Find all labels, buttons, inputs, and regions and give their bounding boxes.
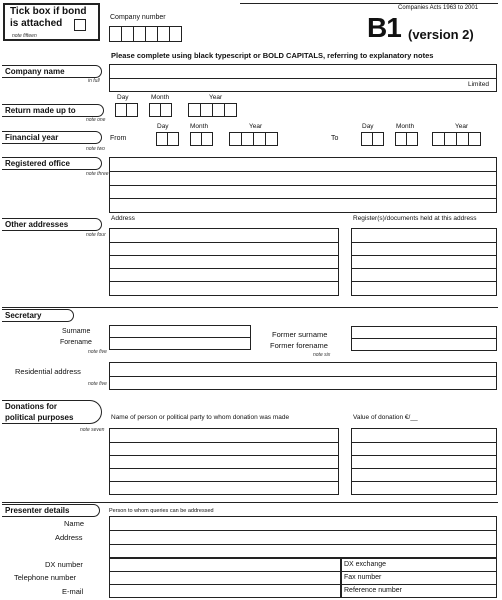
return-day-field[interactable] <box>115 103 138 117</box>
fy-from-year-field[interactable] <box>229 132 278 146</box>
form-code: B1 <box>367 12 401 43</box>
other-addresses-note: note four <box>86 232 106 238</box>
donation-value-field[interactable] <box>351 428 497 495</box>
company-name-field[interactable] <box>109 64 497 92</box>
registered-office-note: note three <box>86 171 109 177</box>
limited-text: Limited <box>468 81 489 88</box>
residential-note: note five <box>88 381 107 387</box>
secretary-rule <box>2 307 498 308</box>
forename-label: Forename <box>60 339 92 346</box>
company-number-field[interactable] <box>109 26 182 42</box>
return-month-field[interactable] <box>149 103 172 117</box>
return-day-label: Day <box>117 94 129 101</box>
fy-to-month-field[interactable] <box>395 132 418 146</box>
telephone-label: Telephone number <box>14 573 77 582</box>
donations-note: note seven <box>80 427 105 433</box>
secretary-label: Secretary <box>2 309 74 322</box>
return-year-label: Year <box>209 94 223 101</box>
presenter-rule <box>2 502 498 503</box>
donation-recipient-field[interactable] <box>109 428 339 495</box>
fy-to-year-field[interactable] <box>432 132 481 146</box>
donation-name-col-label: Name of person or political party to whom donation was made <box>111 414 290 421</box>
secretary-note-five: note five <box>88 349 107 355</box>
secretary-note-six: note six <box>313 352 331 358</box>
secretary-name-field[interactable] <box>109 325 251 350</box>
fy-to-label: To <box>331 135 339 142</box>
financial-year-note: note two <box>86 146 105 152</box>
return-year-field[interactable] <box>188 103 237 117</box>
register-documents-field[interactable] <box>351 228 497 296</box>
presenter-name-label: Name <box>64 519 85 528</box>
address-col-label: Address <box>111 215 135 222</box>
residential-address-label: Residential address <box>15 367 81 376</box>
fy-from-label: From <box>110 135 127 142</box>
fy-to-day-field[interactable] <box>361 132 384 146</box>
former-name-field[interactable] <box>351 326 497 351</box>
register-col-label: Register(s)/documents held at this address <box>353 215 477 222</box>
bond-note: note fifteen <box>12 33 37 39</box>
instruction-text: Please complete using black typescript or BOLD CAPITALS, referring to explanatory notes <box>111 51 434 60</box>
fy-to-month-label: Month <box>396 123 415 130</box>
return-date-label: Return made up to <box>2 104 104 117</box>
company-number-label: Company number <box>110 14 166 21</box>
financial-year-label: Financial year <box>2 131 102 144</box>
form-version: (version 2) <box>408 27 474 42</box>
presenter-contact-field[interactable] <box>109 558 341 598</box>
fy-from-day-field[interactable] <box>156 132 179 146</box>
fy-from-month-field[interactable] <box>190 132 213 146</box>
email-label: E-mail <box>62 587 84 596</box>
former-forename-label: Former forename <box>270 341 328 350</box>
dx-exchange-label: DX exchange <box>344 561 387 568</box>
surname-label: Surname <box>62 328 91 335</box>
company-name-label: Company name <box>2 65 102 78</box>
donations-label-line1: Donations for <box>5 402 57 411</box>
act-text: Companies Acts 1963 to 2001 <box>398 5 479 11</box>
other-address-field[interactable] <box>109 228 339 296</box>
donations-label-line2: political purposes <box>5 413 74 422</box>
bond-label-line1: Tick box if bond <box>10 6 87 17</box>
bond-checkbox[interactable] <box>74 19 86 31</box>
header-rule <box>240 3 498 4</box>
dx-number-label: DX number <box>45 560 83 569</box>
reference-number-label: Reference number <box>344 587 402 594</box>
registered-office-field[interactable] <box>109 157 497 213</box>
presenter-details-label: Presenter details <box>2 504 100 517</box>
return-month-label: Month <box>151 94 170 101</box>
presenter-name-address-field[interactable] <box>109 516 497 558</box>
return-date-note: note one <box>86 117 106 123</box>
fy-to-day-label: Day <box>362 123 374 130</box>
fy-from-month-label: Month <box>190 123 209 130</box>
registered-office-label: Registered office <box>2 157 102 170</box>
residential-address-field[interactable] <box>109 362 497 390</box>
fy-to-year-label: Year <box>455 123 469 130</box>
presenter-address-label: Address <box>55 533 83 542</box>
bond-label-line2: is attached <box>10 18 63 29</box>
donation-value-col-label: Value of donation €/__ <box>353 414 418 421</box>
former-surname-label: Former surname <box>272 330 328 339</box>
other-addresses-label: Other addresses <box>2 218 102 231</box>
queries-label: Person to whom queries can be addressed <box>109 508 214 514</box>
company-name-note: in full <box>88 78 100 84</box>
fy-from-year-label: Year <box>249 123 263 130</box>
fy-from-day-label: Day <box>157 123 169 130</box>
fax-number-label: Fax number <box>344 574 382 581</box>
